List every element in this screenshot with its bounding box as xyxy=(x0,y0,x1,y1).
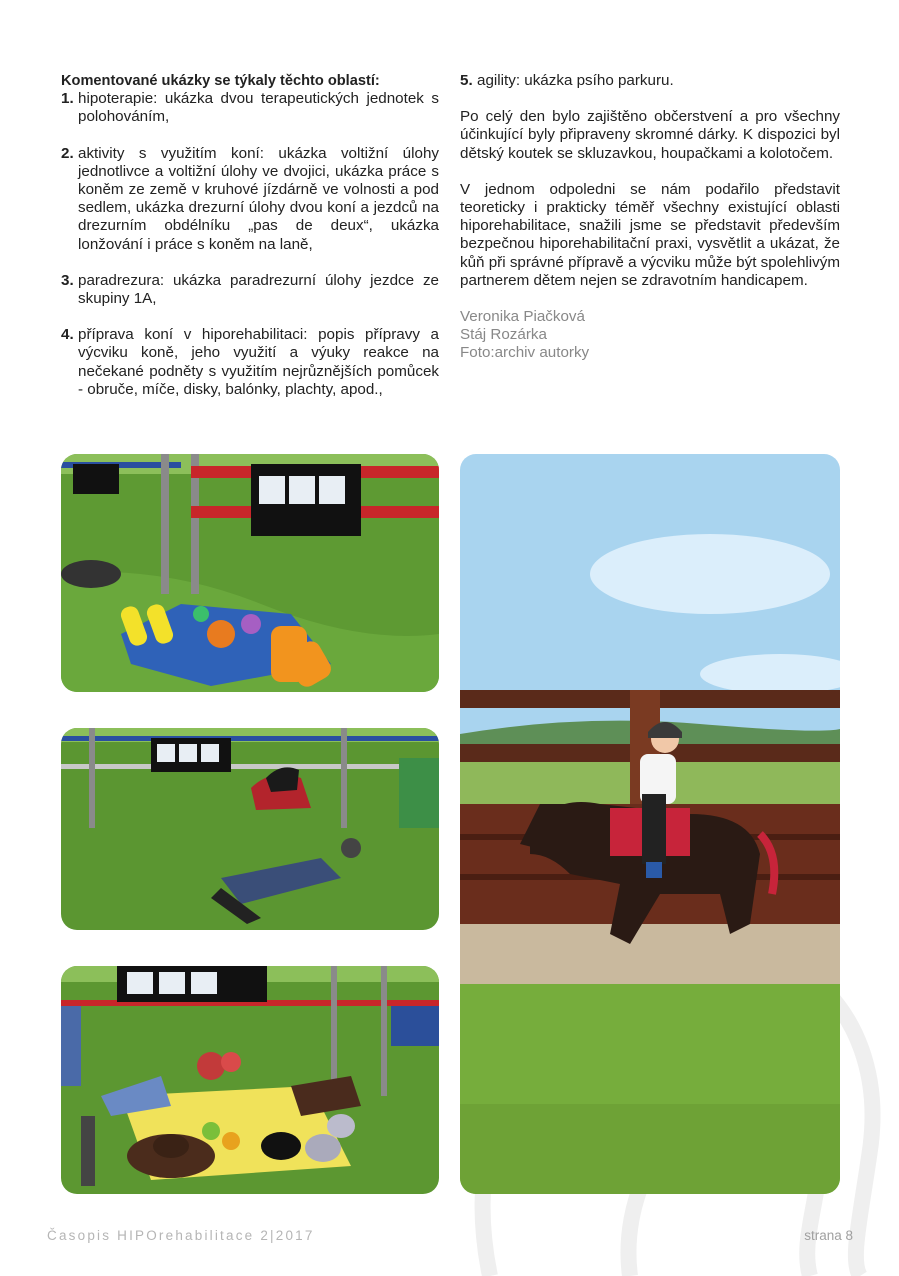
footer-page-number: strana 8 xyxy=(804,1228,853,1243)
photo-hats-and-blanket xyxy=(61,966,439,1194)
right-text-column xyxy=(460,72,840,363)
list-item xyxy=(460,72,840,90)
photo-girl-riding-pony xyxy=(460,454,840,1194)
list-number: 3. xyxy=(61,271,74,289)
author-name: Veronika Piačková xyxy=(460,308,585,326)
list-number: 4. xyxy=(61,326,74,344)
stable-name: Stáj Rozárka xyxy=(460,326,547,344)
list-item xyxy=(61,326,439,399)
list-number: 2. xyxy=(61,144,74,162)
list-text: hipoterapie: ukázka dvou terapeutických jednotek s polohováním, xyxy=(78,90,439,126)
list-text: příprava koní v hiporehabilitaci: popis přípravy a výcviku koně, jeho využití a výuky reakce na nečekané podněty s využitím nejrůznějších pomůcek - obruče, míče, disky, balónky, plachty, apod., xyxy=(78,326,439,398)
paragraph: Po celý den bylo zajištěno občerstvení a pro všechny účinkující byly připraveny skromné dárky. K dispozici byl dětský koutek se skluzavkou, houpačkami a kolotočem. xyxy=(460,108,840,162)
photo-credit: Foto:archiv autorky xyxy=(460,344,590,362)
list-item xyxy=(61,90,439,126)
list-number: 1. xyxy=(61,90,74,108)
footer-journal: Časopis HIPOrehabilitace 2|2017 xyxy=(47,1228,315,1243)
paragraph: V jednom odpoledni se nám podařilo představit teoreticky i prakticky téměř všechny existující oblasti hiporehabilitace, snažili jsme se představit především bezpečnou hiporehabilitační praxi, vysvětlit a ukázat, že kůň při správné přípravě a výcviku může být spolehlivým partnerem dětem nejen se zdravotním handicapem. xyxy=(460,180,840,289)
list-item xyxy=(61,272,439,308)
list-text: agility: ukázka psího parkuru. xyxy=(477,72,674,89)
left-text-column xyxy=(61,72,439,399)
list-text: paradrezura: ukázka paradrezurní úlohy jezdce ze skupiny 1A, xyxy=(78,271,439,308)
list-number: 5. xyxy=(460,72,473,89)
list-item xyxy=(61,145,439,254)
list-text: aktivity s využitím koní: ukázka voltižní úlohy jednotlivce a voltižní úlohy ve dvojici, ukázka práce s koněm ze země v kruhové jízdárně ve volnosti a pod sedlem, ukázka drezurní úlohy dvou koní a jezdců na drezurním obdélníku „pas de deux“, ukázka lonžování i práce s koněm na laně, xyxy=(78,144,439,253)
photo-training-equipment xyxy=(61,454,439,692)
photo-saddle-and-costume xyxy=(61,728,439,930)
section-heading: Komentované ukázky se týkaly těchto oblastí: xyxy=(61,73,380,89)
